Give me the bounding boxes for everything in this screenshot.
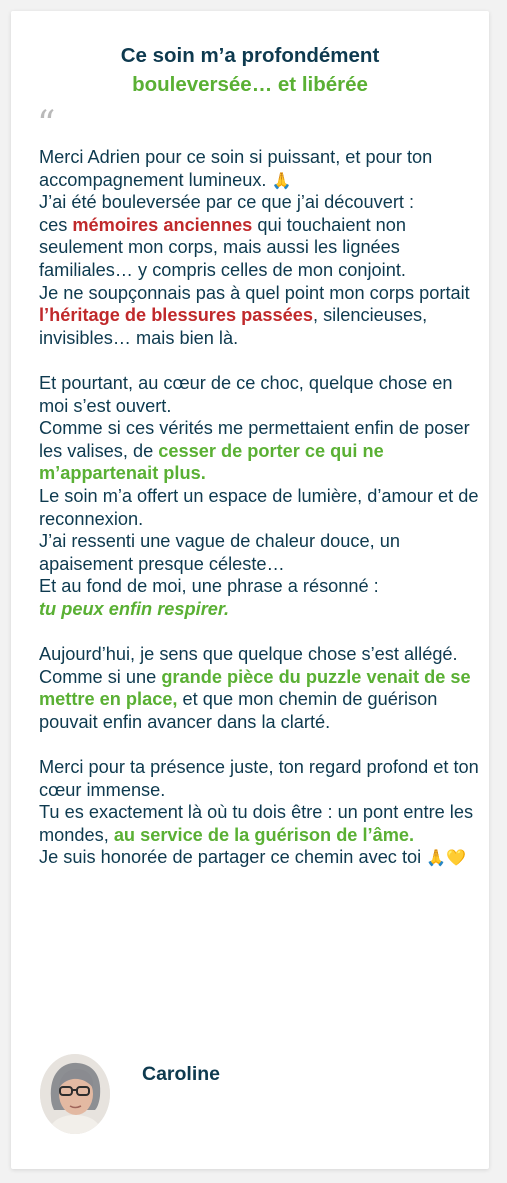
- highlight-respirer: tu peux enfin respirer.: [39, 598, 230, 619]
- p1-line-a: Merci Adrien pour ce soin si puissant, et pour ton accompagnement lumineux.: [39, 147, 433, 190]
- p3-line-b1: Comme si une: [39, 666, 162, 687]
- p4-line-a: Merci pour ta présence juste, ton regard profond et ton cœur immense.: [39, 757, 479, 800]
- highlight-puzzle: grande pièce du puzzle venait de se mettre en place,: [39, 666, 471, 710]
- p1-line-c3: qui touchaient non seulement mon corps, mais aussi les lignées familiales… y compris celles de mon conjoint.: [39, 214, 407, 280]
- p2-line-e: Et au fond de moi, une phrase a résonné :: [39, 576, 379, 597]
- paragraph-2: [39, 372, 479, 621]
- testimonial-body: [39, 146, 479, 869]
- p4-line-c: Je suis honorée de partager ce chemin avec toi: [39, 847, 427, 868]
- p2-line-d: J’ai ressenti une vague de chaleur douce, un apaisement presque céleste…: [39, 531, 400, 574]
- praying-hands-icon: 🙏: [426, 850, 447, 868]
- p1-line-d1: Je ne soupçonnais pas à quel point mon corps portait: [39, 282, 470, 303]
- highlight-memoires: mémoires anciennes: [72, 214, 253, 235]
- avatar-portrait: [40, 1054, 110, 1134]
- quote-icon: “: [37, 104, 56, 145]
- highlight-heritage: l’héritage de blessures passées: [39, 305, 313, 326]
- p1-line-c1: ces: [39, 214, 73, 235]
- p4-line-b1: Tu es exactement là où tu dois être : un pont entre les mondes,: [39, 802, 474, 845]
- p3-line-a: Aujourd’hui, je sens que quelque chose s’est allégé.: [39, 644, 458, 665]
- highlight-service: au service de la guérison de l’âme.: [113, 824, 415, 845]
- author-name: Caroline: [142, 1063, 221, 1085]
- paragraph-1: [39, 146, 479, 349]
- testimonial-title: [11, 41, 489, 99]
- p2-line-b1: Comme si ces vérités me permettaient enfin de poser les valises, de: [39, 418, 470, 461]
- p3-line-b3: et que mon chemin de guérison pouvait enfin avancer dans la clarté.: [39, 689, 438, 732]
- p1-line-d3: , silencieuses, invisibles… mais bien là.: [39, 305, 428, 348]
- title-line-1: Ce soin m’a profondément: [120, 44, 380, 67]
- highlight-cesser: cesser de porter ce qui ne m’appartenait plus.: [39, 440, 384, 484]
- title-line-2: bouleversée… et libérée: [132, 73, 368, 96]
- p2-line-a: Et pourtant, au cœur de ce choc, quelque chose en moi s’est ouvert.: [39, 372, 453, 416]
- avatar: [40, 1054, 110, 1134]
- paragraph-3: [39, 643, 479, 733]
- praying-hands-icon: 🙏: [271, 172, 292, 190]
- p2-line-c: Le soin m’a offert un espace de lumière, d’amour et de reconnexion.: [39, 485, 479, 529]
- paragraph-4: [39, 756, 479, 869]
- testimonial-card: [11, 11, 489, 1169]
- p1-line-b: J’ai été bouleversée par ce que j’ai découvert :: [39, 192, 415, 213]
- yellow-heart-icon: 💛: [446, 850, 467, 868]
